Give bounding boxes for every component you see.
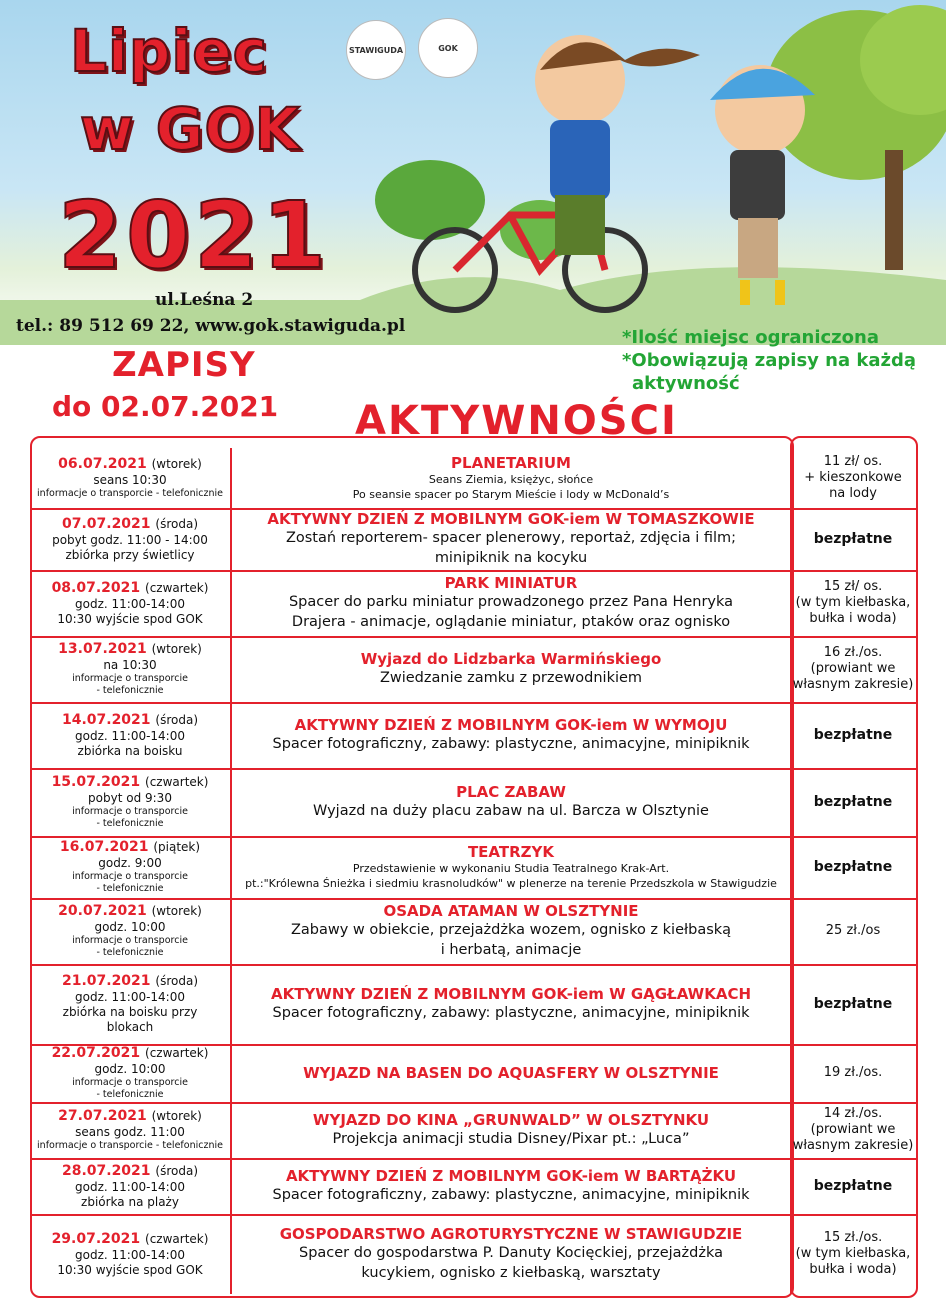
- date-value: 27.07.2021: [58, 1108, 147, 1124]
- activity-cell: [230, 1102, 792, 1158]
- activity-cell: [230, 898, 792, 964]
- contact-info: tel.: 89 512 69 22, www.gok.stawiguda.pl: [16, 316, 406, 336]
- price-text: bułka i woda): [809, 1262, 897, 1277]
- price-text: bezpłatne: [813, 859, 893, 875]
- date-cell: [32, 836, 228, 898]
- price-cell: [792, 508, 914, 570]
- date-detail: godz. 9:00: [98, 856, 162, 870]
- date-detail: zbiórka na boisku przy: [62, 1005, 198, 1019]
- activity-title: PLANETARIUM: [451, 454, 571, 472]
- signup-label: ZAPISY: [112, 345, 256, 385]
- date-detail: pobyt godz. 11:00 - 14:00: [52, 532, 208, 547]
- activity-cell: [230, 448, 792, 508]
- price-cell: [792, 898, 914, 964]
- date-label: [62, 973, 198, 990]
- activity-description: minipiknik na kocyku: [434, 550, 588, 566]
- date-detail: zbiórka przy świetlicy: [65, 547, 195, 562]
- date-cell: [32, 768, 228, 836]
- activity-title: WYJAZD NA BASEN DO AQUASFERY W OLSZTYNIE: [303, 1064, 719, 1082]
- price-text: bezpłatne: [813, 794, 893, 810]
- activity-cell: [230, 1214, 792, 1294]
- date-cell: [32, 1214, 228, 1294]
- activity-description: Spacer do gospodarstwa P. Danuty Kocięckiej, przejażdżka: [298, 1245, 723, 1261]
- date-detail: seans godz. 11:00: [75, 1125, 185, 1139]
- activity-title: AKTYWNY DZIEŃ Z MOBILNYM GOK-iem W GĄGŁAWKACH: [270, 985, 752, 1003]
- date-detail: godz. 11:00-14:00: [75, 1247, 185, 1262]
- notes: [622, 326, 916, 395]
- activity-cell: [230, 508, 792, 570]
- price-text: bezpłatne: [813, 996, 893, 1012]
- transport-info: informacje o transporcie: [72, 673, 188, 684]
- price-cell: [792, 448, 914, 508]
- activity-description: Spacer fotograficzny, zabawy: plastyczne, animacyjne, minipiknik: [272, 1187, 750, 1203]
- price-text: 25 zł./os: [825, 923, 881, 938]
- price-cell: [792, 1102, 914, 1158]
- date-cell: [32, 964, 228, 1044]
- note-line: *Obowiązują zapisy na każdą: [622, 350, 917, 371]
- date-value: 13.07.2021: [58, 641, 147, 657]
- transport-info: informacje o transporcie - telefonicznie: [37, 488, 223, 499]
- day-of-week: (czwartek): [145, 1046, 209, 1060]
- address: ul.Leśna 2: [155, 290, 254, 310]
- activity-title: OSADA ATAMAN W OLSZTYNIE: [383, 902, 639, 920]
- transport-info: - telefonicznie: [96, 1089, 164, 1100]
- price-text: (prowiant we: [810, 661, 896, 676]
- price-cell: [792, 570, 914, 636]
- transport-info: - telefonicznie: [96, 685, 164, 696]
- day-of-week: (wtorek): [151, 904, 202, 918]
- activity-title: TEATRZYK: [467, 843, 555, 861]
- date-detail: godz. 11:00-14:00: [75, 990, 185, 1004]
- date-label: [62, 516, 198, 533]
- price-text: 19 zł./os.: [823, 1065, 883, 1080]
- activity-cell: [230, 1158, 792, 1214]
- stawiguda-logo: STAWIGUDA: [346, 20, 406, 80]
- date-value: 07.07.2021: [61, 515, 151, 532]
- date-label: [58, 903, 202, 920]
- activity-description: Wyjazd na duży placu zabaw na ul. Barcza w Olsztynie: [313, 803, 709, 819]
- section-title: AKTYWNOŚCI: [355, 398, 678, 444]
- activity-title: Wyjazd do Lidzbarka Warmińskiego: [360, 650, 662, 668]
- price-cell: [792, 1214, 914, 1294]
- activity-description: Zabawy w obiekcie, przejażdżka wozem, ognisko z kiełbaską: [290, 922, 732, 938]
- note-line: aktywność: [632, 373, 740, 394]
- date-detail: 10:30 wyjście spod GOK: [57, 1262, 203, 1277]
- activity-cell: [230, 964, 792, 1044]
- date-label: [58, 641, 202, 658]
- date-detail: na 10:30: [103, 658, 157, 672]
- price-text: 16 zł./os.: [823, 645, 883, 660]
- activity-title: PARK MINIATUR: [444, 574, 578, 592]
- activity-description: Spacer fotograficzny, zabawy: plastyczne, animacyjne, minipiknik: [272, 1005, 750, 1021]
- price-cell: [792, 836, 914, 898]
- price-text: (prowiant we: [810, 1122, 896, 1137]
- activity-description: Spacer do parku miniatur prowadzonego przez Pana Henryka: [288, 594, 734, 610]
- date-cell: [32, 1102, 228, 1158]
- transport-info: - telefonicznie: [96, 947, 164, 958]
- day-of-week: (wtorek): [151, 642, 202, 656]
- activity-description: i herbatą, animacje: [440, 942, 582, 958]
- date-detail: godz. 11:00-14:00: [75, 728, 185, 743]
- date-value: 22.07.2021: [51, 1045, 141, 1061]
- date-label: [60, 839, 200, 856]
- date-value: 08.07.2021: [51, 579, 141, 596]
- price-text: własnym zakresie): [792, 1138, 914, 1153]
- price-text: bezpłatne: [813, 1178, 893, 1194]
- date-detail: godz. 10:00: [94, 920, 166, 934]
- note-line: *Ilość miejsc ograniczona: [622, 327, 879, 348]
- price-text: 15 zł./os.: [823, 1230, 883, 1245]
- price-text: + kieszonkowe: [804, 470, 902, 485]
- transport-info: informacje o transporcie: [72, 806, 188, 817]
- transport-info: informacje o transporcie: [72, 1077, 188, 1088]
- price-cell: [792, 1158, 914, 1214]
- date-value: 28.07.2021: [61, 1162, 151, 1179]
- date-detail: seans 10:30: [93, 473, 167, 487]
- activity-description: Zostań reporterem- spacer plenerowy, reportaż, zdjęcia i film;: [285, 530, 737, 546]
- price-text: własnym zakresie): [792, 677, 914, 692]
- activity-description: Seans Ziemia, księżyc, słońce: [428, 473, 594, 486]
- date-cell: [32, 1158, 228, 1214]
- transport-info: - telefonicznie: [96, 883, 164, 894]
- price-cell: [792, 964, 914, 1044]
- transport-info: informacje o transporcie - telefonicznie: [37, 1140, 223, 1151]
- date-cell: [32, 898, 228, 964]
- price-text: na lody: [829, 486, 877, 501]
- activity-cell: [230, 570, 792, 636]
- day-of-week: (środa): [155, 1163, 199, 1178]
- day-of-week: (piątek): [153, 840, 201, 854]
- date-value: 16.07.2021: [59, 839, 149, 855]
- price-text: 11 zł/ os.: [823, 454, 883, 469]
- date-value: 20.07.2021: [58, 903, 147, 919]
- price-cell: [792, 1044, 914, 1102]
- activity-description: kucykiem, ognisko z kiełbaską, warsztaty: [361, 1265, 661, 1281]
- date-label: [62, 712, 198, 729]
- day-of-week: (środa): [155, 516, 199, 531]
- price-text: 15 zł/ os.: [823, 579, 883, 594]
- header-banner: [0, 0, 946, 345]
- title-year: 2021: [58, 182, 331, 289]
- date-detail: godz. 10:00: [94, 1062, 166, 1076]
- day-of-week: (środa): [155, 712, 199, 727]
- date-label: [52, 774, 209, 791]
- date-detail: blokach: [106, 1020, 154, 1034]
- date-cell: [32, 508, 228, 570]
- day-of-week: (czwartek): [145, 1231, 209, 1246]
- title-month: Lipiec: [70, 17, 268, 85]
- title-place: w GOK: [80, 95, 301, 163]
- activity-description: Po seansie spacer po Starym Mieście i lody w McDonald’s: [352, 488, 670, 501]
- date-value: 29.07.2021: [51, 1230, 141, 1247]
- activity-title: AKTYWNY DZIEŃ Z MOBILNYM GOK-iem W WYMOJU: [294, 716, 728, 734]
- day-of-week: (czwartek): [145, 580, 209, 595]
- transport-info: informacje o transporcie: [72, 871, 188, 882]
- price-cell: [792, 636, 914, 702]
- gok-logo: GOK: [418, 18, 478, 78]
- activity-title: AKTYWNY DZIEŃ Z MOBILNYM GOK-iem W TOMASZKOWIE: [267, 510, 755, 528]
- date-label: [52, 1045, 209, 1062]
- activity-cell: [230, 636, 792, 702]
- date-detail: zbiórka na plaży: [81, 1194, 179, 1209]
- day-of-week: (czwartek): [145, 775, 209, 789]
- transport-info: - telefonicznie: [96, 818, 164, 829]
- date-label: [58, 456, 202, 473]
- activity-description: Projekcja animacji studia Disney/Pixar pt.: „Luca”: [332, 1131, 690, 1147]
- activity-description: Zwiedzanie zamku z przewodnikiem: [379, 670, 643, 686]
- price-text: (w tym kiełbaska,: [795, 1246, 911, 1261]
- date-detail: pobyt od 9:30: [88, 791, 172, 805]
- activity-description: Spacer fotograficzny, zabawy: plastyczne, animacyjne, minipiknik: [272, 736, 750, 752]
- date-detail: godz. 11:00-14:00: [75, 1179, 185, 1194]
- date-cell: [32, 636, 228, 702]
- price-text: bezpłatne: [813, 727, 893, 743]
- activity-description: Przedstawienie w wykonaniu Studia Teatralnego Krak-Art.: [352, 862, 670, 875]
- activity-cell: [230, 768, 792, 836]
- date-cell: [32, 702, 228, 768]
- price-text: (w tym kiełbaska,: [795, 595, 911, 610]
- activity-cell: [230, 1044, 792, 1102]
- activity-title: PLAC ZABAW: [456, 783, 566, 801]
- date-detail: godz. 11:00-14:00: [75, 596, 185, 611]
- activity-description: pt.:"Królewna Śnieżka i siedmiu krasnoludków" w plenerze na terenie Przedszkola w Stawigudzie: [245, 877, 777, 890]
- activity-title: AKTYWNY DZIEŃ Z MOBILNYM GOK-iem W BARTĄŻKU: [285, 1167, 737, 1185]
- date-value: 06.07.2021: [58, 456, 147, 472]
- day-of-week: (środa): [155, 974, 199, 988]
- date-cell: [32, 1044, 228, 1102]
- activity-title: GOSPODARSTWO AGROTURYSTYCZNE W STAWIGUDZIE: [279, 1225, 743, 1243]
- date-detail: zbiórka na boisku: [77, 743, 183, 758]
- price-cell: [792, 768, 914, 836]
- date-label: [52, 1231, 209, 1248]
- signup-deadline: do 02.07.2021: [52, 390, 279, 423]
- transport-info: informacje o transporcie: [72, 935, 188, 946]
- date-label: [58, 1108, 202, 1125]
- day-of-week: (wtorek): [151, 1109, 202, 1123]
- day-of-week: (wtorek): [151, 457, 202, 471]
- date-label: [52, 580, 209, 597]
- date-value: 14.07.2021: [61, 711, 151, 728]
- price-text: bułka i woda): [809, 611, 897, 626]
- activity-cell: [230, 702, 792, 768]
- price-cell: [792, 702, 914, 768]
- date-label: [62, 1163, 198, 1180]
- date-cell: [32, 448, 228, 508]
- activity-title: WYJAZD DO KINA „GRUNWALD” W OLSZTYNKU: [312, 1111, 710, 1129]
- activity-cell: [230, 836, 792, 898]
- date-value: 15.07.2021: [51, 774, 141, 790]
- price-text: bezpłatne: [813, 531, 893, 547]
- date-cell: [32, 570, 228, 636]
- date-value: 21.07.2021: [61, 973, 151, 989]
- price-text: 14 zł./os.: [823, 1106, 883, 1121]
- activity-description: Drajera - animacje, oglądanie miniatur, ptaków oraz ognisko: [291, 614, 731, 630]
- date-detail: 10:30 wyjście spod GOK: [57, 611, 203, 626]
